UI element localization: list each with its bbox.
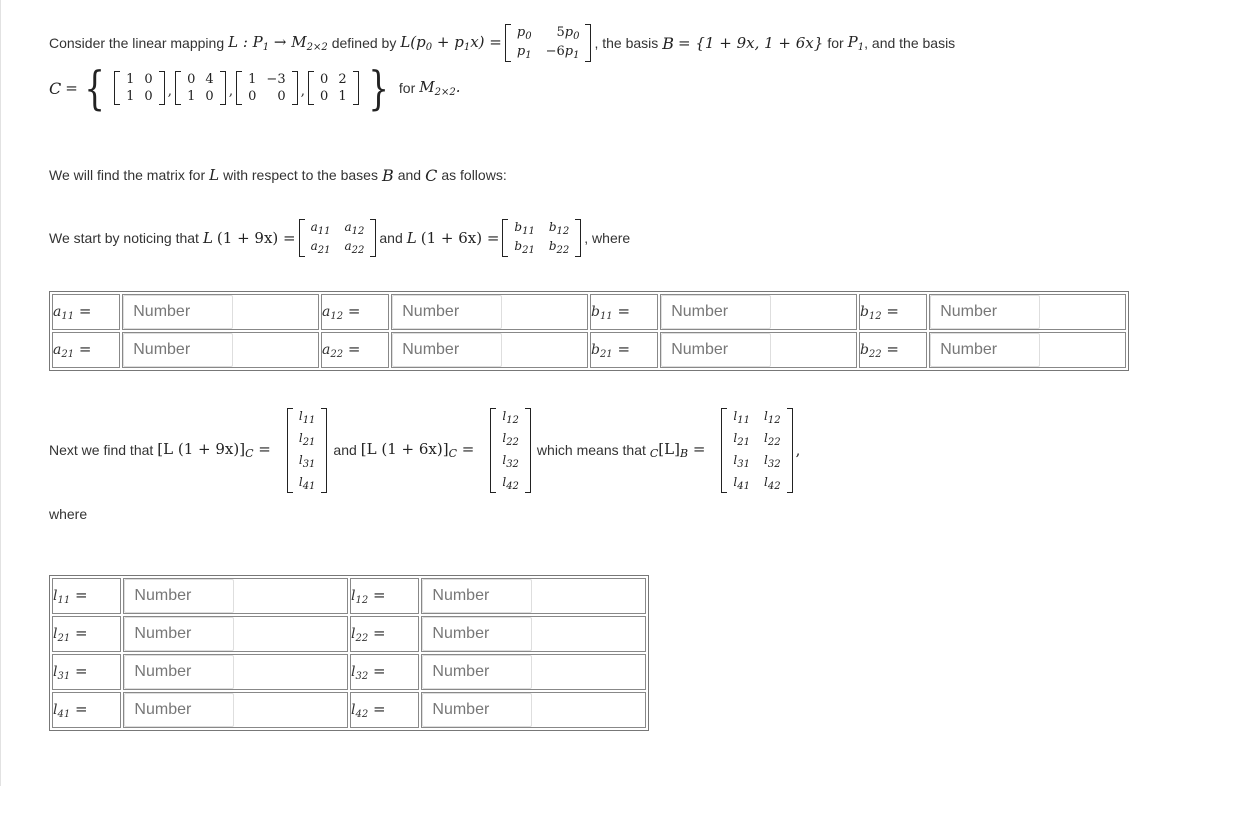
variable-label: $l_{42}$ = [350, 692, 419, 728]
input-cell [929, 332, 1126, 368]
number-input-l21[interactable]: Number [124, 617, 234, 651]
input-cell [421, 578, 646, 614]
matrix-entry: 0 [187, 72, 196, 87]
left-border [0, 0, 1, 786]
number-input-l41[interactable]: Number [124, 693, 234, 727]
variable-label: $a_{21}$ = [52, 332, 120, 368]
variable-label: $l_{11}$ = [52, 578, 121, 614]
input-cell [122, 294, 319, 330]
mapping-expression: L : $P_1 \to M_{2\times 2}$ [228, 33, 328, 53]
number-input-b12[interactable]: Number [930, 295, 1040, 329]
input-cell [660, 332, 857, 368]
basis-c-matrix-1 [114, 71, 165, 105]
variable-label: $l_{22}$ = [350, 616, 419, 652]
input-cell [421, 654, 646, 690]
variable-label: $a_{11}$ = [52, 294, 120, 330]
matrix-entry: 0 [144, 89, 153, 104]
input-cell [123, 692, 348, 728]
input-cell [421, 692, 646, 728]
number-input-b11[interactable]: Number [661, 295, 771, 329]
number-input-l32[interactable]: Number [422, 655, 532, 689]
matrix-entry: 1 [338, 89, 347, 104]
matrix-entry: 2 [338, 72, 347, 87]
matrix-entry: 4 [205, 72, 214, 87]
input-cell [929, 294, 1126, 330]
number-input-a12[interactable]: Number [392, 295, 502, 329]
variable-label: $b_{12}$ = [859, 294, 927, 330]
basis-b-set: = {1 + 9x, 1 + 6x} [678, 34, 824, 52]
matrix-a: $a_{11}$ $a_{12}$ $a_{21}$ $a_{22}$ [299, 219, 377, 257]
matrix-entry: 0 [320, 89, 329, 104]
number-input-l11[interactable]: Number [124, 579, 234, 613]
matrix-entry: 1 [187, 89, 196, 104]
input-cell [123, 616, 348, 652]
number-input-a11[interactable]: Number [123, 295, 233, 329]
mapping-definition: $L(p_0 + p_1x)$ = [400, 33, 502, 53]
basis-c-matrices: 1 0 1 0 , 0 4 1 0 , 1 −3 0 0 , 0 2 0 1 [111, 71, 362, 105]
where-text: where [49, 506, 88, 522]
number-input-l12[interactable]: Number [422, 579, 532, 613]
mapping-image-matrix: $p_0$ $5p_0$ $p_1$ $-6p_1$ [505, 24, 592, 62]
input-cell [123, 654, 348, 690]
variable-label: $b_{22}$ = [859, 332, 927, 368]
input-cell [391, 294, 588, 330]
vector-l1: $l_{11}$ $l_{21}$ $l_{31}$ $l_{41}$ [287, 408, 328, 493]
number-input-b21[interactable]: Number [661, 333, 771, 367]
matrix-entry: 0 [248, 89, 257, 104]
matrix-entry: 0 [205, 89, 214, 104]
matrix-entry: −3 [266, 72, 286, 87]
matrix-b: $b_{11}$ $b_{12}$ $b_{21}$ $b_{22}$ [502, 219, 581, 257]
number-input-l31[interactable]: Number [124, 655, 234, 689]
number-input-a21[interactable]: Number [123, 333, 233, 367]
variable-label: $a_{12}$ = [321, 294, 389, 330]
number-input-l42[interactable]: Number [422, 693, 532, 727]
step-3-text: Next we find that [L $(1 + 9x)]_C$ = $l_{11}$ $l_{21}$ $l_{31}$ $l_{41}$ and [L $(1 + 6x)]_C$ = $l_{12}$ $l_{22}$ $l_{32}$ $l_{42}$ which means that $_C[L]_B$ = $l_{11}$ $l_{12}$ $l_{21}$ $l_{22}$ $l_{31}$ $l_{32}$ $l_{41}$ $l_{42}$ , [49, 408, 801, 492]
problem-statement-line-2: C = { 1 0 1 0 , 0 4 1 0 , 1 −3 0 0 , 0 2 0 1 } for $M_{2\times 2}$. [49, 61, 461, 115]
matrix-entry: 1 [126, 72, 135, 87]
variable-label: $b_{21}$ = [590, 332, 658, 368]
basis-c-matrix-3 [236, 71, 297, 105]
variable-label: $l_{31}$ = [52, 654, 121, 690]
variable-label: $l_{21}$ = [52, 616, 121, 652]
variable-label: $l_{41}$ = [52, 692, 121, 728]
step-1-text: We will find the matrix for L with respect to the bases B and C as follows: [49, 165, 507, 185]
input-cell [421, 616, 646, 652]
matrix-entry: 0 [277, 89, 286, 104]
input-cell [122, 332, 319, 368]
number-input-l22[interactable]: Number [422, 617, 532, 651]
basis-c-matrix-2 [175, 71, 226, 105]
step-2-text: We start by noticing that L (1 + 9x) = $a_{11}$ $a_{12}$ $a_{21}$ $a_{22}$ and L (1 + 6x) = $b_{11}$ $b_{12}$ $b_{21}$ $b_{22}$ , where [49, 220, 631, 256]
matrix-entry: 1 [248, 72, 257, 87]
variable-label: $l_{32}$ = [350, 654, 419, 690]
input-cell [123, 578, 348, 614]
basis-c-matrix-4 [308, 71, 359, 105]
variable-label: $b_{11}$ = [590, 294, 658, 330]
vector-l2: $l_{12}$ $l_{22}$ $l_{32}$ $l_{42}$ [490, 408, 531, 493]
number-input-a22[interactable]: Number [392, 333, 502, 367]
l-answer-table [49, 575, 649, 731]
input-cell [660, 294, 857, 330]
variable-label: $a_{22}$ = [321, 332, 389, 368]
variable-label: $l_{12}$ = [350, 578, 419, 614]
matrix-entry: 1 [126, 89, 135, 104]
input-cell [391, 332, 588, 368]
number-input-b22[interactable]: Number [930, 333, 1040, 367]
problem-statement-line-1: Consider the linear mapping L : $P_1 \to M_{2\times 2}$ defined by $L(p_0 + p_1x)$ = $p_0$ $5p_0$ $p_1$ $-6p_1$ , the basis B = {1 + 9x, 1 + 6x} for $P_1$ , and the basis [49, 25, 956, 61]
matrix-l: $l_{11}$ $l_{12}$ $l_{21}$ $l_{22}$ $l_{31}$ $l_{32}$ $l_{41}$ $l_{42}$ [721, 408, 792, 493]
matrix-entry: 0 [320, 72, 329, 87]
ab-answer-table [49, 291, 1129, 371]
matrix-entry: 0 [144, 72, 153, 87]
